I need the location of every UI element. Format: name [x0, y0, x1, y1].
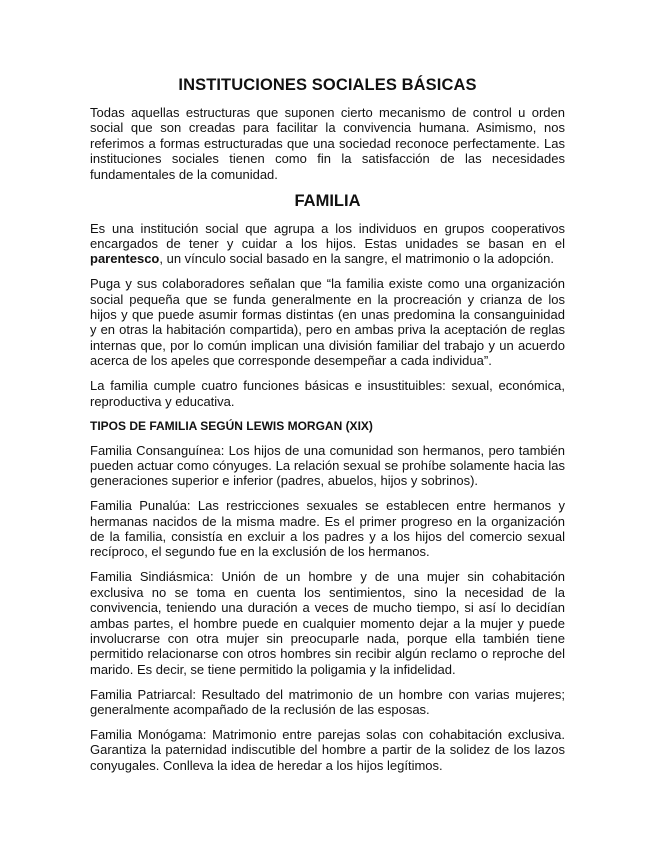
family-type-monogama: Familia Monógama: Matrimonio entre parejas solas con cohabitación exclusiva. Garantiza la paternidad indiscutible del hombre a partir de la solidez de los lazos conyugales. Conlleva la idea de heredar a los hijos legítimos.: [90, 727, 565, 773]
section-title: FAMILIA: [294, 191, 361, 210]
definition-paragraph: [90, 221, 565, 267]
definition-text-before: Es una institución social que agrupa a los individuos en grupos cooperativos encargados de tener y cuidar a los hijos. Estas unidades se basan en el: [90, 220, 565, 251]
document-body: [90, 76, 565, 783]
family-type-punalua: Familia Punalúa: Las restricciones sexuales se establecen entre hermanos y hermanas nacidos de la misma madre. Es el primer progreso en la organización de la familia, consistía en excluir a los padres y a los hijos del comercio sexual recíproco, el segundo fue en la exclusión de los hermanos.: [90, 498, 565, 560]
family-type-sindiasmica: Familia Sindiásmica: Unión de un hombre y de una mujer sin cohabitación exclusiva no se toma en cuenta los sentimientos, sino la necesidad de la convivencia, teniendo una duración a veces de mucho tiempo, si así lo decidían ambas partes, el hombre puede en cualquier momento dejar a la mujer y puede involucrarse con otra mujer sin preocuparle nada, porque ella también tiene permitido relacionarse con otros hombres sin recibir algún reclamo o reproche del marido. Es decir, se tiene permitido la poligamia y la infidelidad.: [90, 569, 565, 677]
quote-paragraph: Puga y sus colaboradores señalan que “la familia existe como una organización social pequeña que se funda generalmente en la procreación y crianza de los hijos y que puede asumir formas distintas (en unas predomina la consanguinidad y en otras la habitación compartida), pero en ambas priva la aceptación de reglas internas que, por lo común implican una división familiar del trabajo y un acuerdo acerca de los apeles que corresponde desempeñar a cada individua”.: [90, 276, 565, 369]
functions-paragraph: La familia cumple cuatro funciones básicas e insustituibles: sexual, económica, reproductiva y educativa.: [90, 378, 565, 409]
family-type-consanguinea: Familia Consanguínea: Los hijos de una comunidad son hermanos, pero también pueden actuar como cónyuges. La relación sexual se prohíbe solamente hacia las generaciones superior e inferior (padres, abuelos, hijos y sobrinos).: [90, 442, 565, 489]
page-title: INSTITUCIONES SOCIALES BÁSICAS: [178, 76, 477, 94]
definition-text-after: , un vínculo social basado en la sangre, el matrimonio o la adopción.: [159, 251, 554, 267]
family-type-patriarcal: Familia Patriarcal: Resultado del matrimonio de un hombre con varias mujeres; generalmente acompañado de la reclusión de las esposas.: [90, 686, 565, 718]
definition-bold-term: parentesco: [90, 251, 160, 267]
intro-paragraph: Todas aquellas estructuras que suponen cierto mecanismo de control u orden social que son creadas para facilitar la convivencia humana. Asimismo, nos referimos a formas estructuradas que una sociedad reconoce perfectamente. Las instituciones sociales tienen como fin la satisfacción de las necesidades fundamentales de la comunidad.: [90, 105, 565, 182]
family-types-heading: TIPOS DE FAMILIA SEGÚN LEWIS MORGAN (XIX): [90, 418, 373, 433]
